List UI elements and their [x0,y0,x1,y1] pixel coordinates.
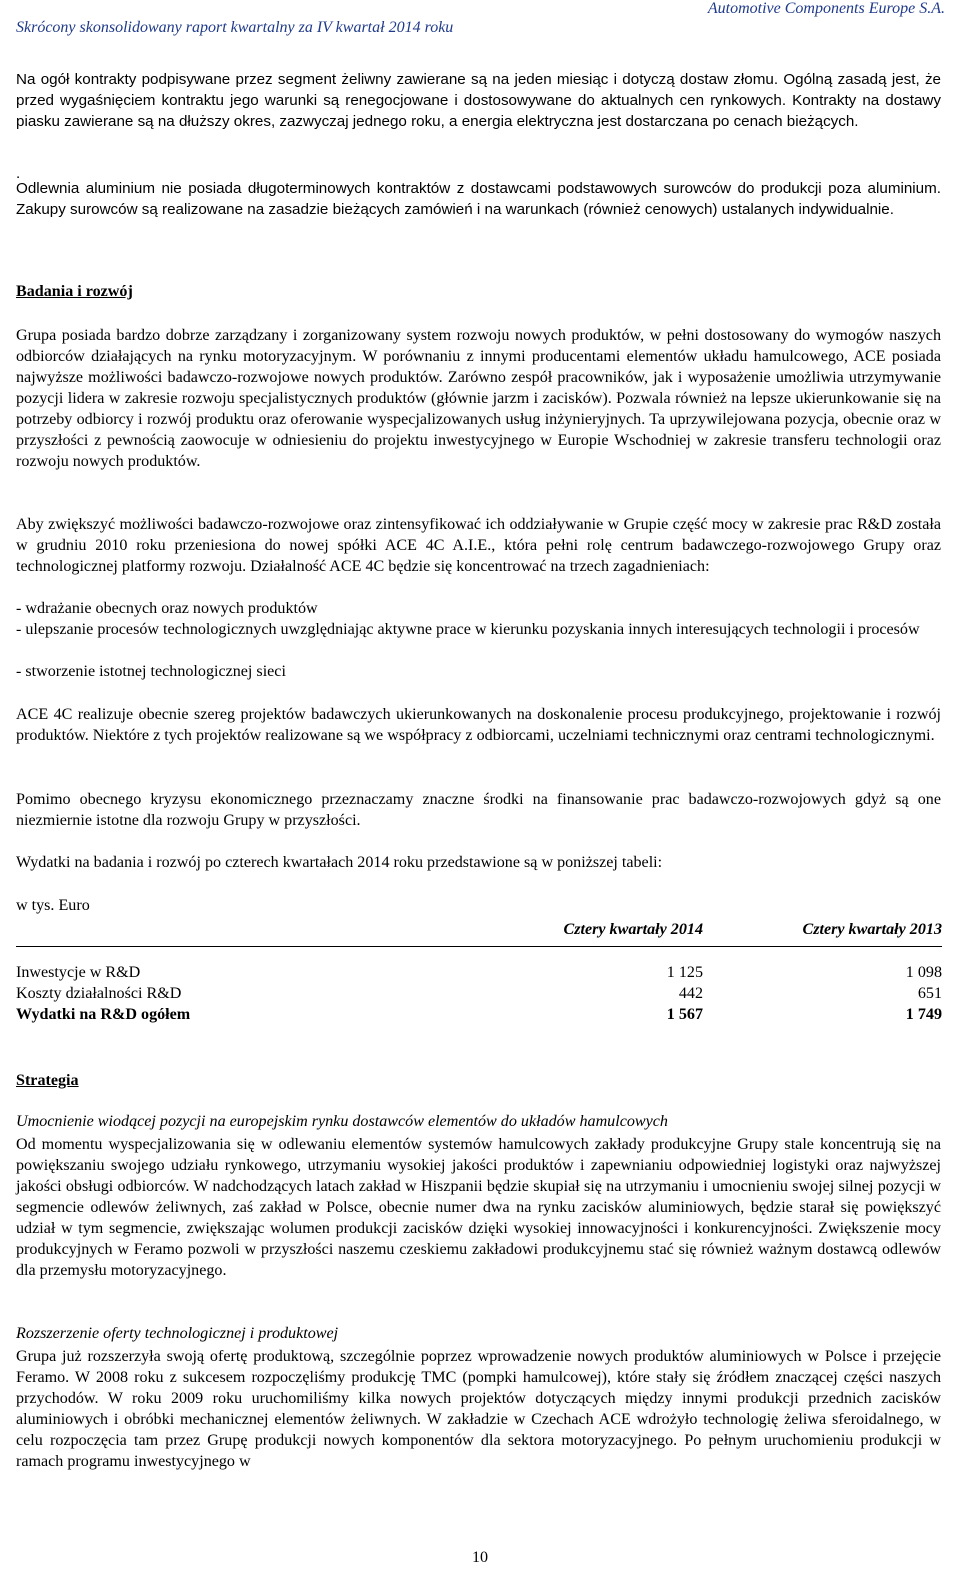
table-cell-value: 1 098 [905,963,942,981]
rd-paragraph-1: Grupa posiada bardzo dobrze zarządzany i zorganizowany system rozwoju nowych produktów, w pełni dostosowany do wymogów naszych odbiorców działających na rynku motoryzacyjnym. W porównaniu z innymi producentami elementów układu hamulcowego, ACE posiada najwyższe możliwości badawczo-rozwojowe nowych produktów. Zarówno zespół pracowników, jak i wyposażenie umożliwia utrzymywanie pozycji lidera w zakresie rozwoju specjalistycznych produktów (głównie jarzm i zacisków). Pozwala również na lepsze ukierunkowanie się na potrzeby odbiorcy i rozwój produktu oraz oferowanie wyspecjalizowanych usług inżynieryjnych. Ta uprzywilejowana pozycja, obecnie oraz w przyszłości z pewnością zaowocuje w odniesieniu do projektu inwestycyjnego w Europie Wschodniej w zakresie transferu technologii oraz rozwoju nowych produktów. [16,327,941,470]
header-report-title: Skrócony skonsolidowany raport kwartalny za IV kwartał 2014 roku [16,19,454,36]
rd-paragraph-4: Pomimo obecnego kryzysu ekonomicznego przeznaczamy znaczne środki na finansowanie prac badawczo-rozwojowych gdyż są one niezmiernie istotne dla rozwoju Grupy w przyszłości. [16,791,941,829]
rd-table-intro: Wydatki na badania i rozwój po czterech kwartałach 2014 roku przedstawione są w poniższej tabeli: [16,854,663,871]
rd-bullet-2: - ulepszanie procesów technologicznych uwzględniając aktywne prace w kierunku pozyskania innych interesujących technologii i procesów [16,621,920,638]
table-cell-value: 1 125 [666,963,703,981]
table-cell-label: Koszty działalności R&D [16,984,182,1002]
table-header-row [16,918,942,947]
table-row-total [16,1004,942,1025]
intro-paragraph-1: Na ogół kontrakty podpisywane przez segment żeliwny zawierane są na jeden miesiąc i dotyczą dostaw złomu. Ogólną zasadą jest, że przed wygaśnięciem kontraktu jego warunki są renegocjowane i dostosowywane do aktualnych cen rynkowych. Kontrakty na dostawy piasku zawierane są na dłuższy okres, zazwyczaj jednego roku, a energia elektryczna jest dostarczana po cenach bieżących. [16,71,941,130]
table-cell-value: 651 [917,984,942,1002]
table-header-cell [16,918,478,947]
rd-table-unit: w tys. Euro [16,897,90,914]
table-spacer-row [16,947,942,963]
page-number: 10 [471,1549,489,1566]
table-cell-value: 442 [678,984,703,1002]
rd-expenses-table [16,918,942,1025]
rd-bullet-3: - stworzenie istotnej technologicznej sieci [16,663,286,680]
rd-paragraph-3: ACE 4C realizuje obecnie szereg projektów badawczych ukierunkowanych na doskonalenie procesu produkcyjnego, projektowanie i rozwój produktów. Niektóre z tych projektów realizowane są we współpracy z odbiorcami, uczelniami technicznymi oraz centrami technologicznymi. [16,706,941,744]
table-header-cell: Cztery kwartały 2014 [478,918,703,947]
strategy-subheading-1: Umocnienie wiodącej pozycji na europejskim rynku dostawców elementów do układów hamulcowych [16,1113,668,1130]
rd-heading: Badania i rozwój [16,283,133,300]
table-cell-label: Inwestycje w R&D [16,963,141,981]
strategy-paragraph-1: Od momentu wyspecjalizowania się w odlewaniu elementów systemów hamulcowych zakłady produkcyjne Grupy stale koncentrują się na powiększaniu swojego udziału rynkowego, utrzymaniu wysokiej jakości produktów i zapewnianiu odpowiedniej logistyki oraz najwyższej jakości obsługi odbiorców. W nadchodzących latach zakład w Hiszpanii będzie skupiał się na utrzymaniu i umocnieniu swojej silnej pozycji w segmencie odlewów żeliwnych, zaś zakład w Polsce, obecnie numer dwa na rynku zacisków aluminiowych, będzie starał się powiększyć udział w tym segmencie, zwiększając wolumen produkcji zacisków dzięki wysokiej innowacyjności i konkurencyjności. Zwiększenie mocy produkcyjnych w Feramo pozwoli w przyszłości naszemu czeskiemu zakładowi produkcyjnemu stać się również ważnym dostawcą odlewów dla przemysłu motoryzacyjnego. [16,1136,941,1279]
table-cell-value: 1 567 [666,1005,703,1023]
table-header-cell: Cztery kwartały 2013 [703,918,942,947]
table-row [16,983,942,1004]
strategy-paragraph-2: Grupa już rozszerzyła swoją ofertę produktową, szczególnie poprzez wprowadzenie nowych produktów aluminiowych w Polsce i przejęcie Feramo. W 2008 roku z sukcesem rozpoczęliśmy produkcję TMC (pompki hamulcowej), które stały się źródłem znaczącej części naszych przychodów. W roku 2009 roku uruchomiliśmy kilka nowych projektów dotyczących między innymi produkcji przednich zacisków aluminiowych i obróbki mechanicznej elementów żeliwnych. W zakładzie w Czechach ACE wdrożyło technologię żeliwa sferoidalnego, w celu rozpoczęcia tam przez Grupę produkcji nowych komponentów dla sektora motoryzacyjnego. Po pełnym uruchomieniu produkcji w ramach programu inwestycyjnego w [16,1348,941,1470]
rd-paragraph-2: Aby zwiększyć możliwości badawczo-rozwojowe oraz zintensyfikować ich oddziaływanie w Grupie część mocy w zakresie prac R&D została w grudniu 2010 roku przeniesiona do nowej spółki ACE 4C A.I.E., która pełni rolę centrum badawczego-rozwojowego Grupy oraz technologicznej platformy rozwoju. Działalność ACE 4C będzie się koncentrować na trzech zagadnieniach: [16,516,941,575]
intro-dot: . [16,165,21,182]
table-cell-value: 1 749 [905,1005,942,1023]
intro-paragraph-2: Odlewnia aluminium nie posiada długoterminowych kontraktów z dostawcami podstawowych surowców do produkcji poza aluminium. Zakupy surowców są realizowane na zasadzie bieżących zamówień i na warunkach (również cenowych) ustalanych indywidualnie. [16,180,941,218]
strategy-heading: Strategia [16,1072,79,1089]
strategy-subheading-2: Rozszerzenie oferty technologicznej i produktowej [16,1325,339,1342]
table-row [16,962,942,983]
rd-bullet-1: - wdrażanie obecnych oraz nowych produktów [16,600,318,617]
header-company: Automotive Components Europe S.A. [707,0,945,17]
table-cell-label: Wydatki na R&D ogółem [16,1005,191,1023]
